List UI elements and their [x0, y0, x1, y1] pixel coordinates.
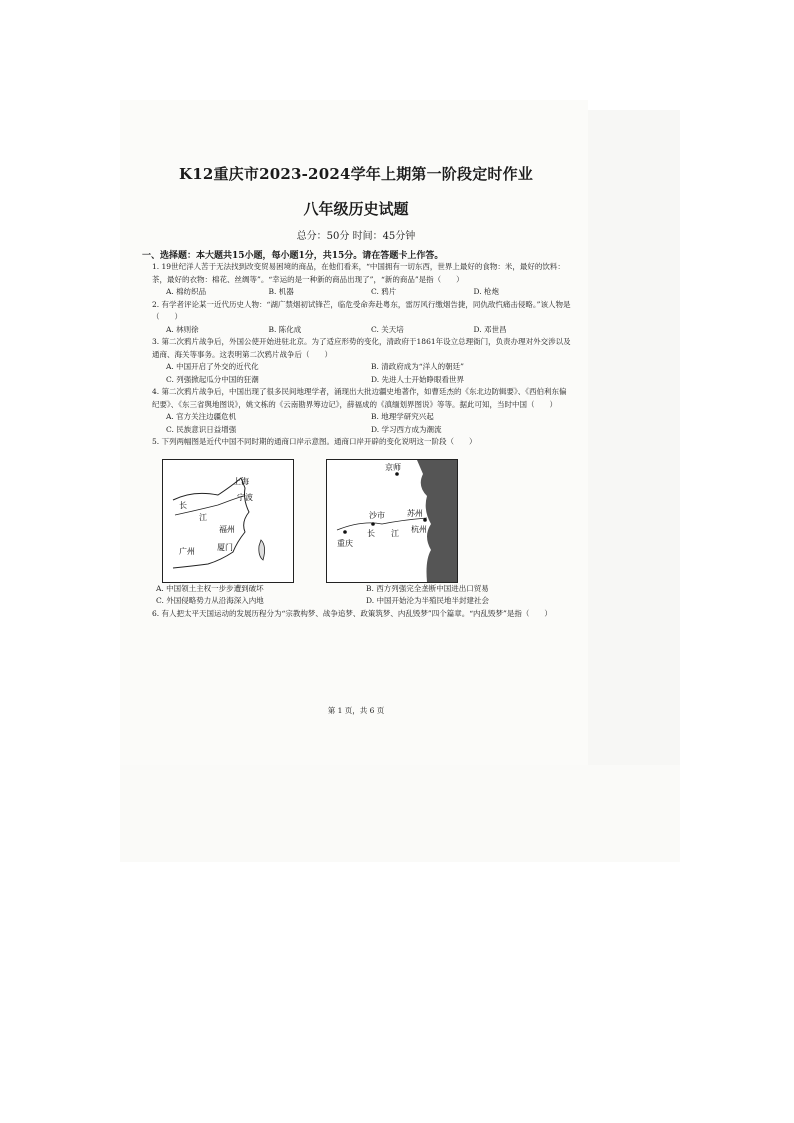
question-2-stem: 2. 有学者评论某一近代历史人物：“湖广禁烟初试锋芒，临危受命奔赴粤东，雷厉风行缴烟告捷，同仇敌忾痛击侵略。”该人物是（ ） [152, 299, 571, 321]
option: C. 民族意识日益增强 [166, 424, 237, 434]
option: D. 枪炮 [473, 287, 500, 296]
city-dot [423, 518, 427, 522]
option: D. 先进人士开始睁眼看世界 [371, 374, 465, 384]
map-label: 宁波 [237, 492, 253, 502]
question-1-stem: 1. 19世纪洋人苦于无法找到改变贸易困境的商品，在他们看来，“中国拥有一切东西，世界上最好的食物：米，最好的饮料：茶，最好的衣物：棉花、丝绸等”。“幸运的是一种新的商品出现了”，“新的商品”是指（ ） [152, 262, 565, 284]
map-label: 杭州 [411, 524, 427, 534]
city-dot [371, 522, 375, 526]
exam-title: K12重庆市2023-2024学年上期第一阶段定时作业 [178, 165, 534, 183]
map-label: 长 [367, 528, 375, 538]
question-5-options [156, 583, 576, 608]
map-label: 广州 [179, 546, 195, 556]
sea-area [417, 460, 457, 582]
scan-margin-bottom [120, 765, 680, 862]
map-label: 厦门 [217, 542, 233, 552]
map-label: 长 [179, 500, 187, 510]
map-early-treaty-ports [162, 459, 294, 583]
scan-margin-right [588, 110, 680, 862]
option: D. 邓世昌 [473, 324, 507, 334]
option: B. 陈化成 [268, 324, 302, 334]
option: C. 鸦片 [371, 287, 397, 296]
city-dot [343, 530, 347, 534]
option: C. 列强掀起瓜分中国的狂潮 [166, 374, 259, 384]
map-label: 重庆 [337, 538, 353, 548]
option: A. 中国领土主权一步步遭到破坏 [156, 583, 264, 593]
option: B. 地理学研究兴起 [371, 412, 434, 421]
section-heading: 一、选择题：本大题共15小题，每小题1分，共15分。请在答题卡上作答。 [142, 251, 444, 261]
option: A. 中国开启了外交的近代化 [166, 362, 259, 371]
map-label: 沙市 [369, 510, 385, 520]
question-5-stem: 5. 下列两幅图是近代中国不同时期的通商口岸示意图。通商口岸开辟的变化说明这一阶段（ ） [152, 437, 477, 446]
option: D. 中国开始沦为半殖民地半封建社会 [366, 596, 490, 605]
map-label: 福州 [219, 524, 235, 534]
map-label: 江 [199, 512, 207, 522]
city-dot [395, 472, 399, 476]
option: C. 关天培 [371, 324, 404, 334]
question-3-stem: 3. 第二次鸦片战争后，外国公使开始进驻北京。为了适应形势的变化，清政府于1861年设立总理衙门，负责办理对外交涉以及通商、海关等事务。这表明第二次鸦片战争后（ ） [152, 337, 571, 359]
option: B. 机器 [268, 287, 294, 296]
option: B. 西方列强完全垄断中国进出口贸易 [366, 583, 489, 593]
option: A. 官方关注边疆危机 [166, 412, 237, 421]
exam-meta: 总分：50分 时间：45分钟 [296, 231, 416, 242]
option: A. 棉纺织品 [166, 287, 207, 296]
map-label: 上海 [233, 476, 249, 486]
question-3-options [166, 361, 576, 386]
map-label: 京师 [385, 462, 401, 472]
question-1-options [166, 286, 576, 299]
option: C. 外国侵略势力从沿海深入内地 [156, 596, 264, 605]
treaty-port-maps [162, 459, 576, 583]
page-footer: 第 1 页，共 6 页 [327, 706, 385, 715]
exam-page [136, 155, 576, 715]
question-4-stem: 4. 第二次鸦片战争后，中国出现了很多民间地理学者，涌现出大批边疆史地著作，如曹廷杰的《东北边防辑要》、《西伯利东偏纪要》、《东三省舆地图说》，姚文栋的《云南勘界筹边记》，薛福成的《滇缅划界图说》等等。据此可知，当时中国（ ） [152, 387, 567, 409]
question-6-stem: 6. 有人把太平天国运动的发展历程分为“宗教构梦、战争追梦、政策筑梦、内乱毁梦”四个篇章。“内乱毁梦”是指（ ） [152, 608, 552, 618]
map-label: 苏州 [407, 508, 423, 518]
option: A. 林则徐 [166, 324, 199, 334]
option: B. 清政府成为“洋人的朝廷” [371, 362, 464, 371]
question-4-options [166, 411, 576, 436]
option: D. 学习西方成为潮流 [371, 424, 442, 434]
map-later-treaty-ports [326, 459, 458, 583]
question-2-options [166, 324, 576, 337]
taiwan-island [259, 540, 265, 560]
exam-subtitle: 八年级历史试题 [303, 200, 409, 218]
map-label: 江 [391, 528, 399, 538]
